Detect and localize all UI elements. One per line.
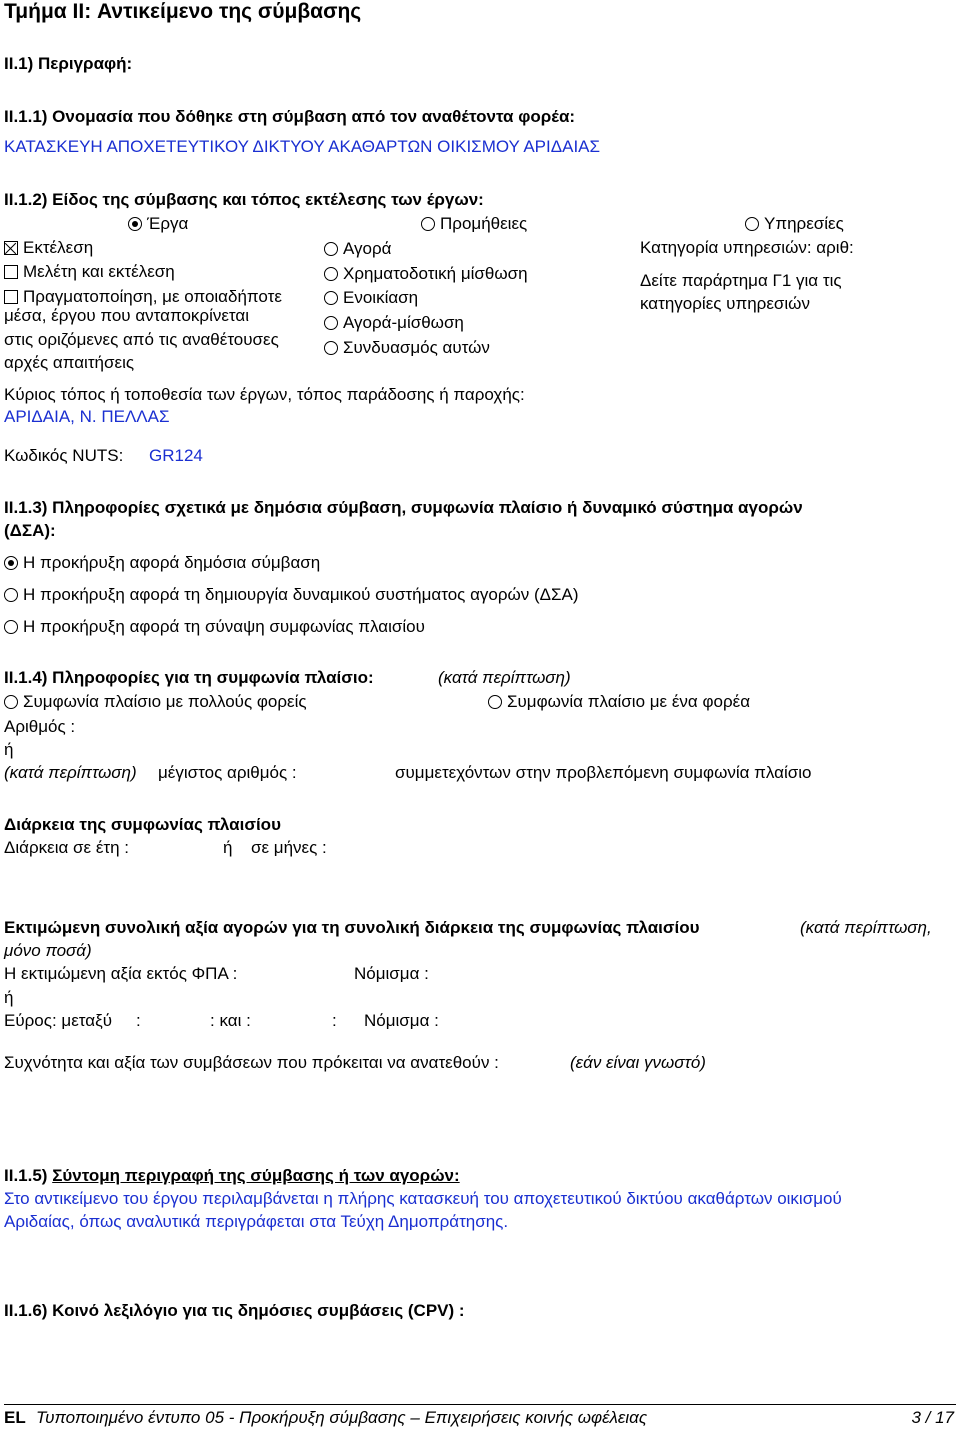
value-note: μόνο ποσά) [4,941,92,960]
radio-empty-icon [4,588,18,602]
supplies-combination-radio[interactable] [324,337,490,359]
type-supplies-radio[interactable] [421,213,527,235]
notice-dps-radio[interactable] [4,584,579,606]
services-note: Δείτε παράρτημα Γ1 για τις [640,271,842,290]
radio-empty-icon [324,316,338,330]
description-text: Αριδαίας, όπως αναλυτικά περιγράφεται στα Τεύχη Δημοπράτησης. [4,1212,509,1231]
max-number-label: μέγιστος αριθμός : [158,763,297,782]
place-value: ΑΡΙΔΑΙΑ, Ν. ΠΕΛΛΑΣ [4,407,170,426]
range-colon: : [136,1011,141,1030]
value-note: (κατά περίπτωση, [800,918,932,937]
framework-option-label: Συμφωνία πλαίσιο με ένα φορέα [507,692,751,711]
services-note: κατηγορίες υπηρεσιών [640,294,810,313]
supplies-hire-purchase-radio[interactable] [324,312,464,334]
range-between: Εύρος: μεταξύ [4,1011,112,1030]
estimated-value-title: Εκτιμώμενη συνολική αξία αγορών για τη συνολική διάρκεια της συμφωνίας πλαισίου [4,918,700,937]
works-option-text: αρχές απαιτήσεις [4,353,135,372]
radio-empty-icon [324,341,338,355]
radio-empty-icon [324,242,338,256]
radio-selected-icon [128,217,142,231]
type-works-label: Έργα [147,214,189,233]
or-text: ή [4,740,14,759]
framework-one-radio[interactable] [488,691,750,713]
radio-empty-icon [421,217,435,231]
currency-label: Νόμισμα : [354,964,429,983]
duration-title: Διάρκεια της συμφωνίας πλαισίου [4,815,281,834]
type-services-radio[interactable] [745,213,844,235]
duration-months: σε μήνες : [251,838,327,857]
notice-public-contract-radio[interactable] [4,552,320,574]
services-category: Κατηγορία υπηρεσιών: αριθ: [640,238,854,257]
supplies-lease-radio[interactable] [324,263,528,285]
works-option-label: Μελέτη και εκτέλεση [23,262,175,281]
supplies-option-label: Συνδυασμός αυτών [343,338,490,357]
radio-empty-icon [488,695,502,709]
notice-option-label: Η προκήρυξη αφορά δημόσια σύμβαση [23,553,321,572]
heading-ii-1-4: ΙΙ.1.4) Πληροφορίες για τη συμφωνία πλαίσιο: [4,668,374,687]
heading-ii-1-5: ΙΙ.1.5) Σύντομη περιγραφή της σύμβασης ή των αγορών: [4,1166,460,1185]
checkbox-empty-icon [4,265,18,279]
supplies-option-label: Αγορά [343,239,392,258]
footer-page: 3 / 17 [911,1408,954,1427]
works-option-text: μέσα, έργου που ανταποκρίνεται [4,306,250,325]
notice-framework-radio[interactable] [4,616,425,638]
checkbox-empty-icon [4,290,18,304]
heading-ii-1-3-cont: (ΔΣΑ): [4,521,56,540]
nuts-value: GR124 [149,446,203,465]
framework-many-radio[interactable] [4,691,307,713]
supplies-option-label: Ενοικίαση [343,288,419,307]
notice-option-label: Η προκήρυξη αφορά τη δημιουργία δυναμικού συστήματος αγορών (ΔΣΑ) [23,585,579,604]
place-label: Κύριος τόπος ή τοποθεσία των έργων, τόπος παράδοσης ή παροχής: [4,385,525,404]
footer-divider [4,1404,956,1405]
works-option-text: στις οριζόμενες από τις αναθέτουσες [4,330,279,349]
range-and: : και : [210,1011,251,1030]
type-works-radio[interactable] [128,213,188,235]
range-colon: : [332,1011,337,1030]
duration-years: Διάρκεια σε έτη : [4,838,130,857]
framework-note: (κατά περίπτωση) [438,668,571,687]
works-design-checkbox[interactable] [4,261,175,283]
works-option-label: Πραγματοποίηση, με οποιαδήποτε [23,287,282,306]
footer-form: Τυποποιημένο έντυπο 05 - Προκήρυξη σύμβασης – Επιχειρήσεις κοινής ωφέλειας [36,1408,648,1427]
heading-ii-1-3: ΙΙ.1.3) Πληροφορίες σχετικά με δημόσια σύμβαση, συμφωνία πλαίσιο ή δυναμικό σύστημα αγορών [4,498,803,517]
footer-lang: EL [4,1408,26,1427]
supplies-option-label: Χρηματοδοτική μίσθωση [343,264,528,283]
type-services-label: Υπηρεσίες [764,214,844,233]
supplies-option-label: Αγορά-μίσθωση [343,313,464,332]
heading-ii-1: ΙΙ.1) Περιγραφή: [4,54,133,73]
participants-text: συμμετεχόντων στην προβλεπόμενη συμφωνία πλαίσιο [395,763,812,782]
radio-selected-icon [4,556,18,570]
or-text: ή [4,988,14,1007]
framework-number: Αριθμός : [4,717,76,736]
framework-option-label: Συμφωνία πλαίσιο με πολλούς φορείς [23,692,307,711]
radio-empty-icon [4,620,18,634]
radio-empty-icon [745,217,759,231]
works-option-label: Εκτέλεση [23,238,94,257]
heading-ii-1-1: ΙΙ.1.1) Ονομασία που δόθηκε στη σύμβαση από τον αναθέτοντα φορέα: [4,107,576,126]
works-execution-checkbox[interactable] [4,237,93,259]
radio-empty-icon [324,267,338,281]
radio-empty-icon [4,695,18,709]
heading-ii-1-6: ΙΙ.1.6) Κοινό λεξιλόγιο για τις δημόσιες συμβάσεις (CPV) : [4,1301,465,1320]
nuts-label: Κωδικός NUTS: [4,446,124,465]
radio-empty-icon [324,291,338,305]
checkbox-checked-icon [4,241,18,255]
currency-label: Νόμισμα : [364,1011,439,1030]
supplies-rental-radio[interactable] [324,287,418,309]
frequency-note: (εάν είναι γνωστό) [570,1053,706,1072]
type-supplies-label: Προμήθειες [440,214,528,233]
max-note: (κατά περίπτωση) [4,763,137,782]
frequency-label: Συχνότητα και αξία των συμβάσεων που πρόκειται να ανατεθούν : [4,1053,499,1072]
description-text: Στο αντικείμενο του έργου περιλαμβάνεται η πλήρης κατασκευή του αποχετευτικού δικτύου ακαθάρτων οικισμού [4,1189,842,1208]
supplies-purchase-radio[interactable] [324,238,392,260]
heading-ii-1-5-text: Σύντομη περιγραφή της σύμβασης ή των αγορών: [52,1166,460,1185]
section-title: Τμήμα II: Αντικείμενο της σύμβασης [4,0,362,23]
value-excl-vat: Η εκτιμώμενη αξία εκτός ΦΠΑ : [4,964,238,983]
contract-title: ΚΑΤΑΣΚΕΥΗ ΑΠΟΧΕΤΕΥΤΙΚΟΥ ΔΙΚΤΥΟΥ ΑΚΑΘΑΡΤΩΝ ΟΙΚΙΣΜΟΥ ΑΡΙΔΑΙΑΣ [4,137,601,156]
heading-ii-1-2: ΙΙ.1.2) Είδος της σύμβασης και τόπος εκτέλεσης των έργων: [4,190,484,209]
or-text: ή [223,838,233,857]
notice-option-label: Η προκήρυξη αφορά τη σύναψη συμφωνίας πλαισίου [23,617,425,636]
